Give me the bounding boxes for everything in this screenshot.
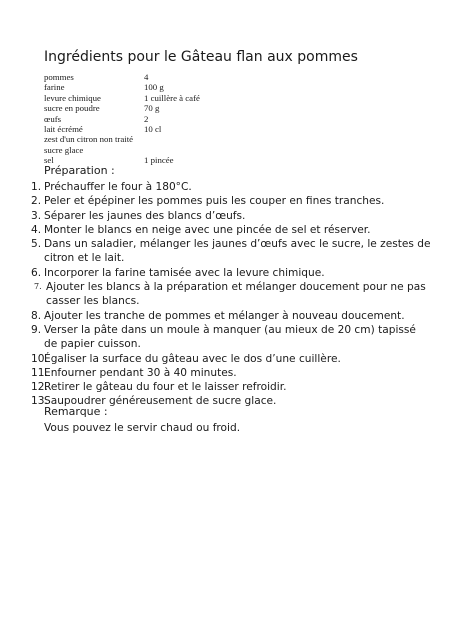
- step-item: [31, 266, 431, 280]
- step-item: [31, 180, 431, 194]
- step-number: 11.: [31, 366, 48, 379]
- step-text: Saupoudrer généreusement de sucre glace.: [44, 395, 277, 408]
- ingredient-name: levure chimique: [44, 92, 101, 103]
- ingredient-row: [44, 72, 264, 82]
- ingredient-row: [44, 103, 264, 113]
- ingredient-quantity: 100 g: [144, 82, 164, 93]
- remark-text: Vous pouvez le servir chaud ou froid.: [44, 422, 241, 434]
- ingredient-row: [44, 93, 264, 103]
- ingredient-row: [44, 145, 264, 155]
- step-text: Monter le blancs en neige avec une pincée de sel et réserver.: [44, 223, 371, 236]
- ingredient-row: [44, 124, 264, 134]
- step-text: Peler et épépiner les pommes puis les couper en fines tranches.: [44, 195, 385, 208]
- ingredient-name: œufs: [44, 113, 62, 124]
- ingredients-list: [44, 72, 264, 166]
- step-text: Ajouter les tranche de pommes et mélanger à nouveau doucement.: [44, 309, 405, 322]
- ingredient-name: zest d'un citron non traité: [44, 134, 134, 145]
- step-number: 5.: [31, 238, 42, 251]
- remark-heading: Remarque :: [44, 405, 108, 418]
- step-text: Enfourner pendant 30 à 40 minutes.: [44, 366, 237, 379]
- step-item: [31, 380, 431, 394]
- step-text: Retirer le gâteau du four et le laisser refroidir.: [44, 381, 287, 394]
- step-text: Séparer les jaunes des blancs d’œufs.: [44, 209, 246, 222]
- ingredient-quantity: 4: [144, 72, 149, 82]
- step-text: Égaliser la surface du gâteau avec le dos d’une cuillère.: [44, 352, 341, 365]
- step-text: Verser la pâte dans un moule à manquer (au mieux de 20 cm) tapissé de papier cuisson.: [44, 323, 416, 351]
- step-item: [31, 366, 431, 380]
- step-number: 2.: [31, 195, 42, 208]
- ingredient-quantity: 10 cl: [144, 123, 162, 134]
- step-item: [31, 280, 431, 309]
- step-text: Incorporer la farine tamisée avec la levure chimique.: [44, 266, 325, 279]
- step-item: [31, 194, 431, 208]
- preparation-heading: Préparation :: [44, 164, 115, 177]
- step-text: Dans un saladier, mélanger les jaunes d’œufs avec le sucre, le zestes de citron et le lait.: [44, 238, 431, 265]
- preparation-steps: [31, 180, 431, 409]
- ingredient-name: sucre en poudre: [44, 103, 100, 114]
- ingredient-name: pommes: [44, 72, 74, 82]
- step-item: [31, 223, 431, 237]
- step-number: 4.: [31, 223, 42, 236]
- step-number: 9.: [31, 323, 42, 336]
- step-number: 13.: [31, 395, 48, 408]
- ingredient-name: lait écrémé: [44, 123, 83, 134]
- ingredient-name: sel: [44, 155, 54, 166]
- ingredient-row: [44, 114, 264, 124]
- step-item: [31, 352, 431, 366]
- step-item: [31, 209, 431, 223]
- step-text: Ajouter les blancs à la préparation et mélanger doucement pour ne pas casser les blancs.: [46, 281, 426, 308]
- step-number: 10.: [31, 352, 48, 365]
- step-item: [31, 309, 431, 323]
- step-item: [31, 237, 431, 266]
- step-number: 8.: [31, 309, 42, 322]
- ingredient-quantity: 70 g: [144, 103, 160, 114]
- step-item: [31, 323, 431, 352]
- step-number: 1.: [31, 181, 42, 193]
- ingredient-quantity: 2: [144, 113, 149, 124]
- ingredient-quantity: 1 pincée: [144, 155, 174, 166]
- ingredient-name: farine: [44, 82, 65, 93]
- step-number: 6.: [31, 266, 42, 279]
- ingredient-quantity: 1 cuillère à café: [144, 92, 200, 103]
- page-title: Ingrédients pour le Gâteau flan aux pommes: [44, 49, 358, 65]
- step-number: 12.: [31, 381, 48, 394]
- ingredient-row: [44, 134, 264, 144]
- step-text: Préchauffer le four à 180°C.: [44, 181, 192, 193]
- ingredient-name: sucre glace: [44, 144, 84, 155]
- ingredient-row: [44, 82, 264, 92]
- step-number: 7.: [34, 282, 42, 292]
- step-number: 3.: [31, 209, 42, 222]
